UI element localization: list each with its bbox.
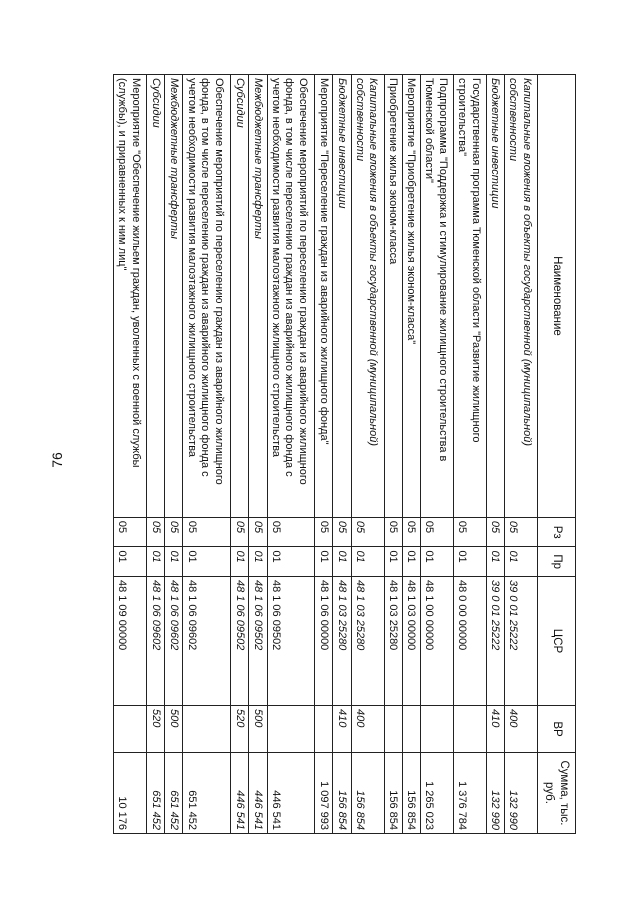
cell-rz: 05 [183, 517, 231, 547]
cell-name: Межбюджетные трансферты [249, 75, 267, 518]
cell-vr [114, 706, 147, 753]
cell-csr: 48 1 06 09502 [249, 576, 267, 705]
cell-vr [267, 706, 315, 753]
cell-name: Мероприятие "Обеспечение жильем граждан, уволенных с военной службы (службы), и приравненных к ним лиц" [114, 75, 147, 518]
table-row [165, 75, 183, 834]
budget-table [113, 74, 576, 834]
cell-csr: 48 1 03 25280 [351, 576, 384, 705]
header-name: Наименование [538, 75, 576, 518]
cell-pr: 01 [402, 547, 420, 577]
cell-pr: 01 [231, 547, 249, 577]
cell-name: Мероприятие "Приобретение жилья эконом-класса" [402, 75, 420, 518]
cell-rz: 05 [267, 517, 315, 547]
cell-vr [402, 706, 420, 753]
cell-csr: 48 0 00 00000 [453, 576, 486, 705]
cell-vr: 410 [333, 706, 351, 753]
cell-rz: 05 [315, 517, 333, 547]
cell-rz: 05 [249, 517, 267, 547]
cell-vr: 500 [165, 706, 183, 753]
cell-csr: 48 1 09 00000 [114, 576, 147, 705]
cell-sum: 446 541 [267, 753, 315, 834]
cell-rz: 05 [505, 517, 538, 547]
cell-csr: 48 1 06 09502 [267, 576, 315, 705]
cell-sum: 156 854 [384, 753, 402, 834]
cell-vr: 400 [351, 706, 384, 753]
cell-name: Субсидии [147, 75, 165, 518]
cell-csr: 48 1 03 00000 [402, 576, 420, 705]
table-row [420, 75, 453, 834]
cell-sum: 446 541 [249, 753, 267, 834]
cell-name: Межбюджетные трансферты [165, 75, 183, 518]
cell-pr: 01 [453, 547, 486, 577]
cell-pr: 01 [315, 547, 333, 577]
cell-sum: 651 452 [165, 753, 183, 834]
cell-rz: 05 [231, 517, 249, 547]
cell-rz: 05 [453, 517, 486, 547]
cell-sum: 651 452 [147, 753, 165, 834]
cell-pr: 01 [147, 547, 165, 577]
cell-csr: 48 1 00 00000 [420, 576, 453, 705]
cell-vr [420, 706, 453, 753]
cell-sum: 1 265 023 [420, 753, 453, 834]
header-rz: Рз [538, 517, 576, 547]
cell-vr [183, 706, 231, 753]
cell-csr: 48 1 06 09602 [147, 576, 165, 705]
cell-csr: 48 1 03 25280 [333, 576, 351, 705]
header-csr: ЦСР [538, 576, 576, 705]
header-pr: Пр [538, 547, 576, 577]
table-row [402, 75, 420, 834]
header-vr: ВР [538, 706, 576, 753]
cell-name: Приобретение жилья эконом-класса [384, 75, 402, 518]
cell-pr: 01 [114, 547, 147, 577]
cell-name: Бюджетные инвестиции [486, 75, 504, 518]
cell-name: Подпрограмма "Поддержка и стимулирование жилищного строительства в Тюменской области" [420, 75, 453, 518]
cell-vr: 520 [231, 706, 249, 753]
cell-csr: 48 1 03 25280 [384, 576, 402, 705]
cell-vr [384, 706, 402, 753]
table-row [453, 75, 486, 834]
page-number: 76 [49, 452, 65, 468]
cell-csr: 39 0 01 25222 [486, 576, 504, 705]
cell-vr: 500 [249, 706, 267, 753]
cell-name: Бюджетные инвестиции [333, 75, 351, 518]
table-row [249, 75, 267, 834]
cell-rz: 05 [384, 517, 402, 547]
cell-rz: 05 [420, 517, 453, 547]
cell-sum: 132 990 [486, 753, 504, 834]
cell-pr: 01 [351, 547, 384, 577]
cell-pr: 01 [420, 547, 453, 577]
cell-name: Обеспечение мероприятий по переселению граждан из аварийного жилищного фонда, в том числе переселению граждан из аварийного жилищного фонда с учетом необходимости развития малоэтажного жилищного строительства [267, 75, 315, 518]
cell-csr: 48 1 06 00000 [315, 576, 333, 705]
cell-name: Мероприятие "Переселение граждан из аварийного жилищного фонда" [315, 75, 333, 518]
cell-pr: 01 [249, 547, 267, 577]
cell-name: Государственная программа Тюменской области "Развитие жилищного строительства" [453, 75, 486, 518]
cell-vr [453, 706, 486, 753]
cell-pr: 01 [333, 547, 351, 577]
cell-rz: 05 [351, 517, 384, 547]
header-sum: Сумма, тыс. руб. [538, 753, 576, 834]
table-row [267, 75, 315, 834]
cell-sum: 156 854 [402, 753, 420, 834]
table-row [315, 75, 333, 834]
cell-rz: 05 [114, 517, 147, 547]
rotated-page-content [113, 74, 576, 834]
cell-sum: 446 541 [231, 753, 249, 834]
cell-rz: 05 [402, 517, 420, 547]
cell-sum: 132 990 [505, 753, 538, 834]
cell-pr: 01 [183, 547, 231, 577]
cell-pr: 01 [267, 547, 315, 577]
cell-vr: 400 [505, 706, 538, 753]
cell-csr: 48 1 06 09602 [165, 576, 183, 705]
cell-vr: 520 [147, 706, 165, 753]
table-row [486, 75, 504, 834]
cell-csr: 39 0 01 25222 [505, 576, 538, 705]
cell-name: Обеспечение мероприятий по переселению граждан из аварийного жилищного фонда, в том числе переселению граждан из аварийного жилищного фонда с учетом необходимости развития малоэтажного жилищного строительства [183, 75, 231, 518]
table-row [505, 75, 538, 834]
table-row [114, 75, 147, 834]
table-body [114, 75, 538, 834]
cell-pr: 01 [384, 547, 402, 577]
table-row [384, 75, 402, 834]
table-row [351, 75, 384, 834]
cell-csr: 48 1 06 09602 [183, 576, 231, 705]
cell-sum: 156 854 [333, 753, 351, 834]
cell-sum: 156 854 [351, 753, 384, 834]
cell-sum: 1 376 784 [453, 753, 486, 834]
cell-vr: 410 [486, 706, 504, 753]
table-row [183, 75, 231, 834]
cell-sum: 651 452 [183, 753, 231, 834]
cell-sum: 10 176 [114, 753, 147, 834]
cell-rz: 05 [486, 517, 504, 547]
cell-name: Капитальные вложения в объекты государственной (муниципальной) собственности [505, 75, 538, 518]
table-row [231, 75, 249, 834]
table-row [147, 75, 165, 834]
cell-csr: 48 1 06 09502 [231, 576, 249, 705]
table-row [333, 75, 351, 834]
table-header-row [538, 75, 576, 834]
cell-pr: 01 [165, 547, 183, 577]
cell-rz: 05 [165, 517, 183, 547]
cell-rz: 05 [147, 517, 165, 547]
cell-rz: 05 [333, 517, 351, 547]
cell-name: Капитальные вложения в объекты государственной (муниципальной) собственности [351, 75, 384, 518]
cell-pr: 01 [486, 547, 504, 577]
cell-pr: 01 [505, 547, 538, 577]
cell-sum: 1 097 993 [315, 753, 333, 834]
cell-name: Субсидии [231, 75, 249, 518]
cell-vr [315, 706, 333, 753]
